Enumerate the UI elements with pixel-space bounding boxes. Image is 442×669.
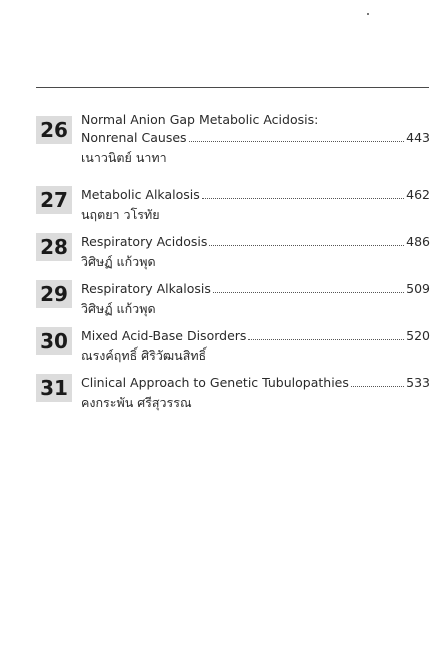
dot-leader [213, 291, 404, 293]
chapter-number: 29 [36, 280, 72, 308]
page-speck [367, 13, 369, 15]
toc-entry-27[interactable] [36, 186, 430, 233]
chapter-text [81, 374, 430, 413]
chapter-text [81, 233, 430, 272]
chapter-text [81, 111, 430, 168]
toc-entry-31[interactable] [36, 374, 430, 421]
chapter-number: 30 [36, 327, 72, 355]
chapter-title: Nonrenal Causes [81, 130, 187, 145]
chapter-author: นฤตยา วโรทัย [81, 207, 160, 222]
chapter-author: คงกระพัน ศรีสุวรรณ [81, 395, 192, 410]
dot-leader [209, 244, 404, 246]
chapter-title: Mixed Acid-Base Disorders [81, 328, 247, 343]
dot-leader [351, 385, 404, 387]
dot-leader [248, 338, 404, 340]
page-number: 443 [406, 130, 430, 145]
chapter-title-line [81, 233, 430, 251]
chapter-title: Respiratory Acidosis [81, 234, 208, 249]
chapter-author: วิศิษฏ์ แก้วพุด [81, 301, 156, 316]
chapter-author: ณรงค์ฤทธิ์ ศิริวัฒนสิทธิ์ [81, 348, 207, 363]
chapter-title-line [81, 327, 430, 345]
chapter-number: 27 [36, 186, 72, 214]
toc-entry-30[interactable] [36, 327, 430, 374]
header-rule [36, 87, 429, 88]
page-number: 486 [406, 234, 430, 249]
chapter-title-line [81, 280, 430, 298]
table-of-contents [36, 111, 430, 421]
chapter-number: 31 [36, 374, 72, 402]
chapter-number: 28 [36, 233, 72, 261]
toc-entry-26[interactable] [36, 111, 430, 186]
chapter-title: Normal Anion Gap Metabolic Acidosis: [81, 112, 319, 127]
dot-leader [202, 197, 404, 199]
chapter-title-line2 [81, 129, 430, 147]
chapter-title: Clinical Approach to Genetic Tubulopathies [81, 375, 349, 390]
chapter-title: Metabolic Alkalosis [81, 187, 200, 202]
chapter-text [81, 186, 430, 225]
chapter-number: 26 [36, 116, 72, 144]
chapter-author: วิศิษฏ์ แก้วพุด [81, 254, 156, 269]
page-number: 520 [406, 328, 430, 343]
chapter-text [81, 327, 430, 366]
chapter-title-line1 [81, 111, 430, 129]
page-number: 533 [406, 375, 430, 390]
chapter-author: เนาวนิตย์ นาทา [81, 150, 167, 165]
chapter-text [81, 280, 430, 319]
chapter-title: Respiratory Alkalosis [81, 281, 211, 296]
chapter-title-line [81, 186, 430, 204]
page-number: 462 [406, 187, 430, 202]
dot-leader [189, 140, 405, 142]
page-number: 509 [406, 281, 430, 296]
toc-entry-28[interactable] [36, 233, 430, 280]
toc-entry-29[interactable] [36, 280, 430, 327]
chapter-title-line [81, 374, 430, 392]
